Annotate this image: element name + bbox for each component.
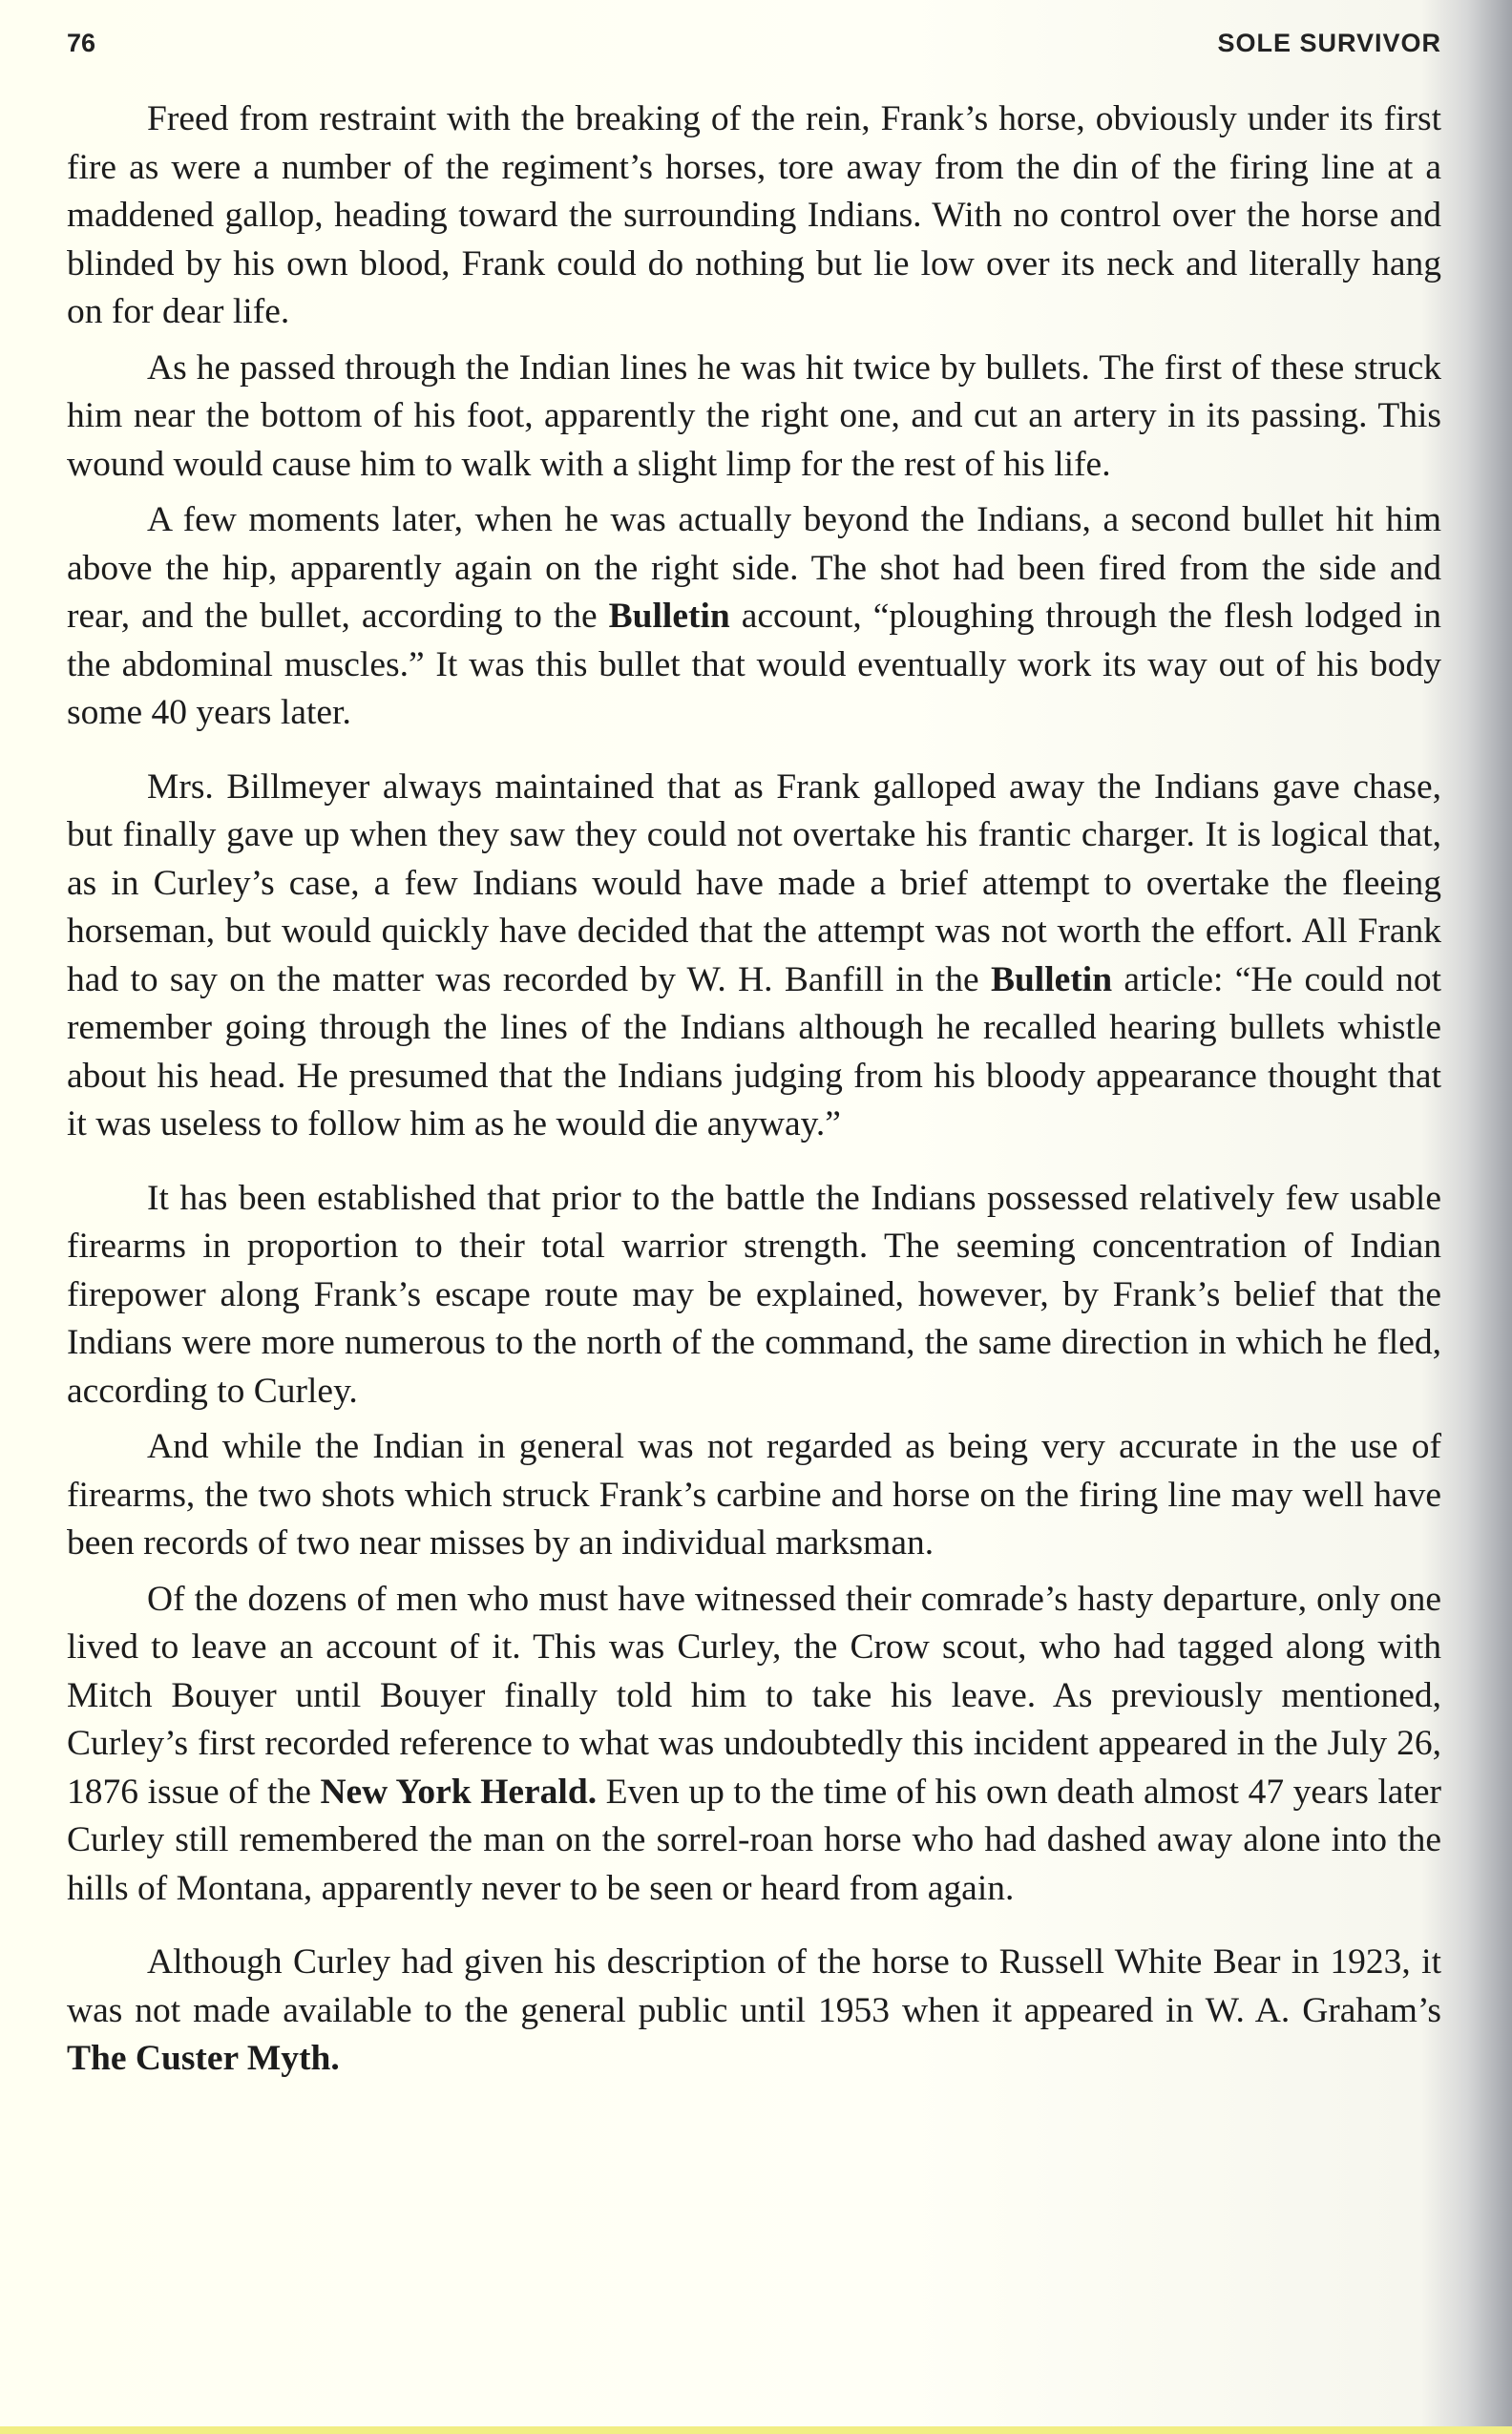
text-run: Although Curley had given his description of the horse to Russell White Bear in 1923, it was not made available to the general public until 1953 when it appeared in W. A. Graham’s: [67, 1942, 1441, 2030]
publication-title: New York Herald.: [320, 1772, 598, 1812]
body-text: [67, 95, 1441, 2091]
paragraph: [67, 1175, 1441, 1416]
page-number: 76: [67, 29, 96, 57]
text-run: Freed from restraint with the breaking of the rein, Frank’s horse, obviously under its first fire as were a number of the regiment’s horses, tore away from the din of the firing line at a maddened gallop, heading toward the surrounding Indians. With no control over the horse and blinded by his own blood, Frank could do nothing but lie low over its neck and literally hang on for dear life.: [67, 99, 1441, 331]
page-bottom-edge: [0, 2426, 1512, 2434]
paragraph: [67, 496, 1441, 738]
publication-title: The Custer Myth.: [67, 2039, 340, 2078]
paragraph: [67, 345, 1441, 490]
text-run: It has been established that prior to the battle the Indians possessed relatively few usable firearms in proportion to their total warrior strength. The seeming concentration of Indian firepower along Frank’s escape route may be explained, however, by Frank’s belief that the Indians were more numerous to the north of the command, the same direction in which he fled, according to Curley.: [67, 1178, 1441, 1411]
running-head: [67, 29, 1441, 67]
paragraph: [67, 95, 1441, 337]
publication-title: Bulletin: [608, 597, 730, 636]
running-title: SOLE SURVIVOR: [1217, 29, 1441, 57]
text-run: Mrs. Billmeyer always maintained that as Frank galloped away the Indians gave chase, but finally gave up when they saw they could not overtake his frantic charger. It is logical that, as in Curley’s case, a few Indians would have made a brief attempt to overtake the fleeing horseman, but would quickly have decided that the attempt was not worth the effort. All Frank had to say on the matter was recorded by W. H. Banfill in the: [67, 766, 1441, 999]
text-run: As he passed through the Indian lines he was hit twice by bullets. The first of these struck him near the bottom of his foot, apparently the right one, and cut an artery in its passing. This wound would cause him to walk with a slight limp for the rest of his life.: [67, 347, 1441, 484]
text-run: article: “He could not remember going through the lines of the Indians although he recalled hearing bullets whistle about his head. He presumed that the Indians judging from his bloody appearance thought that it was useless to follow him as he would die anyway.”: [67, 959, 1441, 1144]
text-run: Even up to the time of his own death almost 47 years later Curley still remembered the man on the sorrel-roan horse who had dashed away alone into the hills of Montana, apparently never to be seen or heard from again.: [67, 1772, 1441, 1908]
paragraph: [67, 1576, 1441, 1914]
text-run: account, “ploughing through the flesh lodged in the abdominal muscles.” It was this bullet that would eventually work its way out of his body some 40 years later.: [67, 597, 1441, 732]
paragraph: [67, 1939, 1441, 2084]
text-run: A few moments later, when he was actually beyond the Indians, a second bullet hit him above the hip, apparently again on the right side. The shot had been fired from the side and rear, and the bullet, according to the: [67, 500, 1441, 636]
paragraph: [67, 1423, 1441, 1568]
paragraph: [67, 764, 1441, 1149]
publication-title: Bulletin: [990, 959, 1113, 999]
text-run: Of the dozens of men who must have witnessed their comrade’s hasty departure, only one lived to leave an account of it. This was Curley, the Crow scout, who had tagged along with Mitch Bouyer until Bouyer finally told him to take his leave. As previously mentioned, Curley’s first recorded reference to what was undoubtedly this incident appeared in the July 26, 1876 issue of the: [67, 1579, 1441, 1812]
text-run: And while the Indian in general was not regarded as being very accurate in the use of firearms, the two shots which struck Frank’s carbine and horse on the firing line may well have been records of two near misses by an individual marksman.: [67, 1427, 1441, 1563]
